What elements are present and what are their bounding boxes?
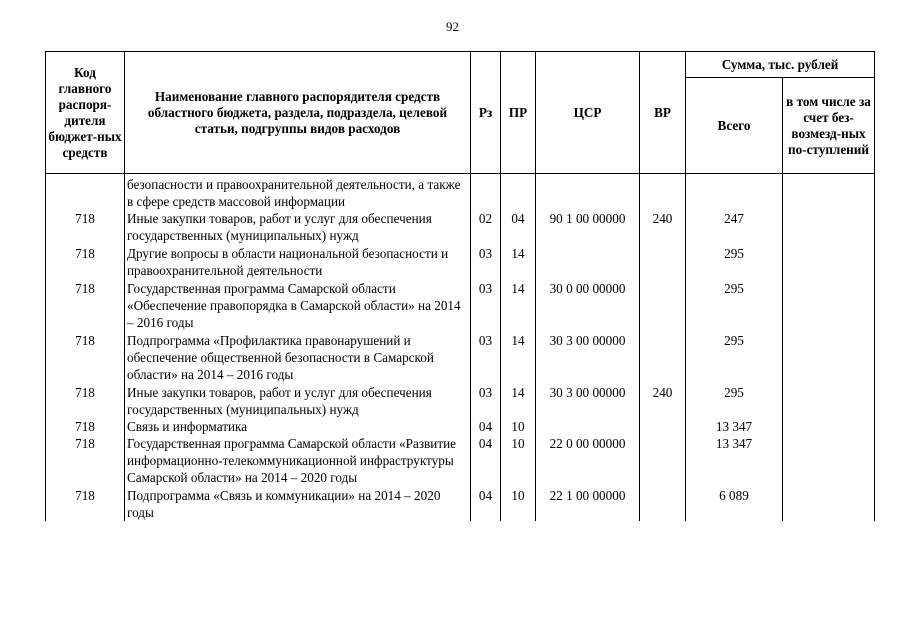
cell-pr: 10 bbox=[501, 435, 536, 486]
cell-rz: 03 bbox=[471, 331, 501, 383]
table-row bbox=[46, 174, 875, 211]
cell-incl bbox=[783, 383, 875, 418]
cell-rz: 03 bbox=[471, 279, 501, 331]
cell-code: 718 bbox=[46, 383, 125, 418]
cell-total: 247 bbox=[686, 210, 783, 244]
cell-code bbox=[46, 174, 125, 211]
budget-table bbox=[45, 51, 875, 521]
cell-rz: 04 bbox=[471, 435, 501, 486]
page-number: 92 bbox=[446, 19, 459, 34]
cell-vr bbox=[640, 435, 686, 486]
cell-name: Государственная программа Самарской области «Развитие информационно-телекоммуникационной инфраструктуры Самарской области» на 2014 – 2020 годы bbox=[125, 435, 471, 486]
cell-pr: 14 bbox=[501, 331, 536, 383]
cell-total: 13 347 bbox=[686, 435, 783, 486]
cell-total: 6 089 bbox=[686, 486, 783, 521]
cell-code: 718 bbox=[46, 435, 125, 486]
cell-pr: 14 bbox=[501, 244, 536, 279]
cell-name: Иные закупки товаров, работ и услуг для обеспечения государственных (муниципальных) нужд bbox=[125, 210, 471, 244]
cell-incl bbox=[783, 244, 875, 279]
header-total: Всего bbox=[686, 78, 783, 174]
cell-vr bbox=[640, 486, 686, 521]
table-row bbox=[46, 418, 875, 435]
cell-pr: 10 bbox=[501, 486, 536, 521]
header-pr: ПР bbox=[501, 52, 536, 174]
cell-total: 295 bbox=[686, 331, 783, 383]
cell-code: 718 bbox=[46, 331, 125, 383]
cell-incl bbox=[783, 435, 875, 486]
cell-total: 295 bbox=[686, 383, 783, 418]
cell-vr bbox=[640, 174, 686, 211]
cell-incl bbox=[783, 210, 875, 244]
cell-csr: 30 0 00 00000 bbox=[536, 279, 640, 331]
cell-vr bbox=[640, 279, 686, 331]
cell-csr bbox=[536, 174, 640, 211]
cell-name: Подпрограмма «Связь и коммуникации» на 2014 – 2020 годы bbox=[125, 486, 471, 521]
header-rz: Рз bbox=[471, 52, 501, 174]
table-row bbox=[46, 244, 875, 279]
cell-csr bbox=[536, 418, 640, 435]
header-csr: ЦСР bbox=[536, 52, 640, 174]
cell-code: 718 bbox=[46, 486, 125, 521]
cell-csr: 90 1 00 00000 bbox=[536, 210, 640, 244]
header-code: Код главного распоря-дителя бюджет-ных средств bbox=[46, 52, 125, 174]
cell-pr: 14 bbox=[501, 279, 536, 331]
header-name: Наименование главного распорядителя средств областного бюджета, раздела, подраздела, целевой статьи, подгруппы видов расходов bbox=[125, 52, 471, 174]
cell-pr: 04 bbox=[501, 210, 536, 244]
cell-incl bbox=[783, 418, 875, 435]
cell-name: Подпрограмма «Профилактика правонарушений и обеспечение общественной безопасности в Самарской области» на 2014 – 2016 годы bbox=[125, 331, 471, 383]
cell-name: безопасности и правоохранительной деятельности, а также в сфере средств массовой информации bbox=[125, 174, 471, 211]
cell-pr: 10 bbox=[501, 418, 536, 435]
table-row bbox=[46, 331, 875, 383]
cell-pr bbox=[501, 174, 536, 211]
table-row bbox=[46, 435, 875, 486]
cell-vr: 240 bbox=[640, 383, 686, 418]
cell-vr bbox=[640, 244, 686, 279]
cell-rz: 02 bbox=[471, 210, 501, 244]
cell-rz bbox=[471, 174, 501, 211]
cell-incl bbox=[783, 486, 875, 521]
cell-csr: 22 1 00 00000 bbox=[536, 486, 640, 521]
cell-code: 718 bbox=[46, 244, 125, 279]
cell-total: 295 bbox=[686, 244, 783, 279]
table-row bbox=[46, 279, 875, 331]
cell-csr: 30 3 00 00000 bbox=[536, 383, 640, 418]
cell-csr: 30 3 00 00000 bbox=[536, 331, 640, 383]
cell-vr bbox=[640, 331, 686, 383]
cell-rz: 03 bbox=[471, 244, 501, 279]
cell-name: Другие вопросы в области национальной безопасности и правоохранительной деятельности bbox=[125, 244, 471, 279]
cell-incl bbox=[783, 174, 875, 211]
cell-csr bbox=[536, 244, 640, 279]
cell-name: Иные закупки товаров, работ и услуг для обеспечения государственных (муниципальных) нужд bbox=[125, 383, 471, 418]
header-sum: Сумма, тыс. рублей bbox=[686, 52, 875, 78]
cell-csr: 22 0 00 00000 bbox=[536, 435, 640, 486]
cell-vr: 240 bbox=[640, 210, 686, 244]
cell-total bbox=[686, 174, 783, 211]
cell-total: 295 bbox=[686, 279, 783, 331]
cell-incl bbox=[783, 331, 875, 383]
table-row bbox=[46, 486, 875, 521]
header-incl: в том числе за счет без-возмезд-ных по-ступлений bbox=[783, 78, 875, 174]
table-row bbox=[46, 210, 875, 244]
cell-code: 718 bbox=[46, 279, 125, 331]
table-row bbox=[46, 383, 875, 418]
cell-code: 718 bbox=[46, 418, 125, 435]
cell-name: Государственная программа Самарской области «Обеспечение правопорядка в Самарской области» на 2014 – 2016 годы bbox=[125, 279, 471, 331]
cell-rz: 04 bbox=[471, 486, 501, 521]
cell-incl bbox=[783, 279, 875, 331]
header-vr: ВР bbox=[640, 52, 686, 174]
cell-code: 718 bbox=[46, 210, 125, 244]
cell-rz: 03 bbox=[471, 383, 501, 418]
cell-total: 13 347 bbox=[686, 418, 783, 435]
cell-vr bbox=[640, 418, 686, 435]
cell-name: Связь и информатика bbox=[125, 418, 471, 435]
cell-pr: 14 bbox=[501, 383, 536, 418]
cell-rz: 04 bbox=[471, 418, 501, 435]
